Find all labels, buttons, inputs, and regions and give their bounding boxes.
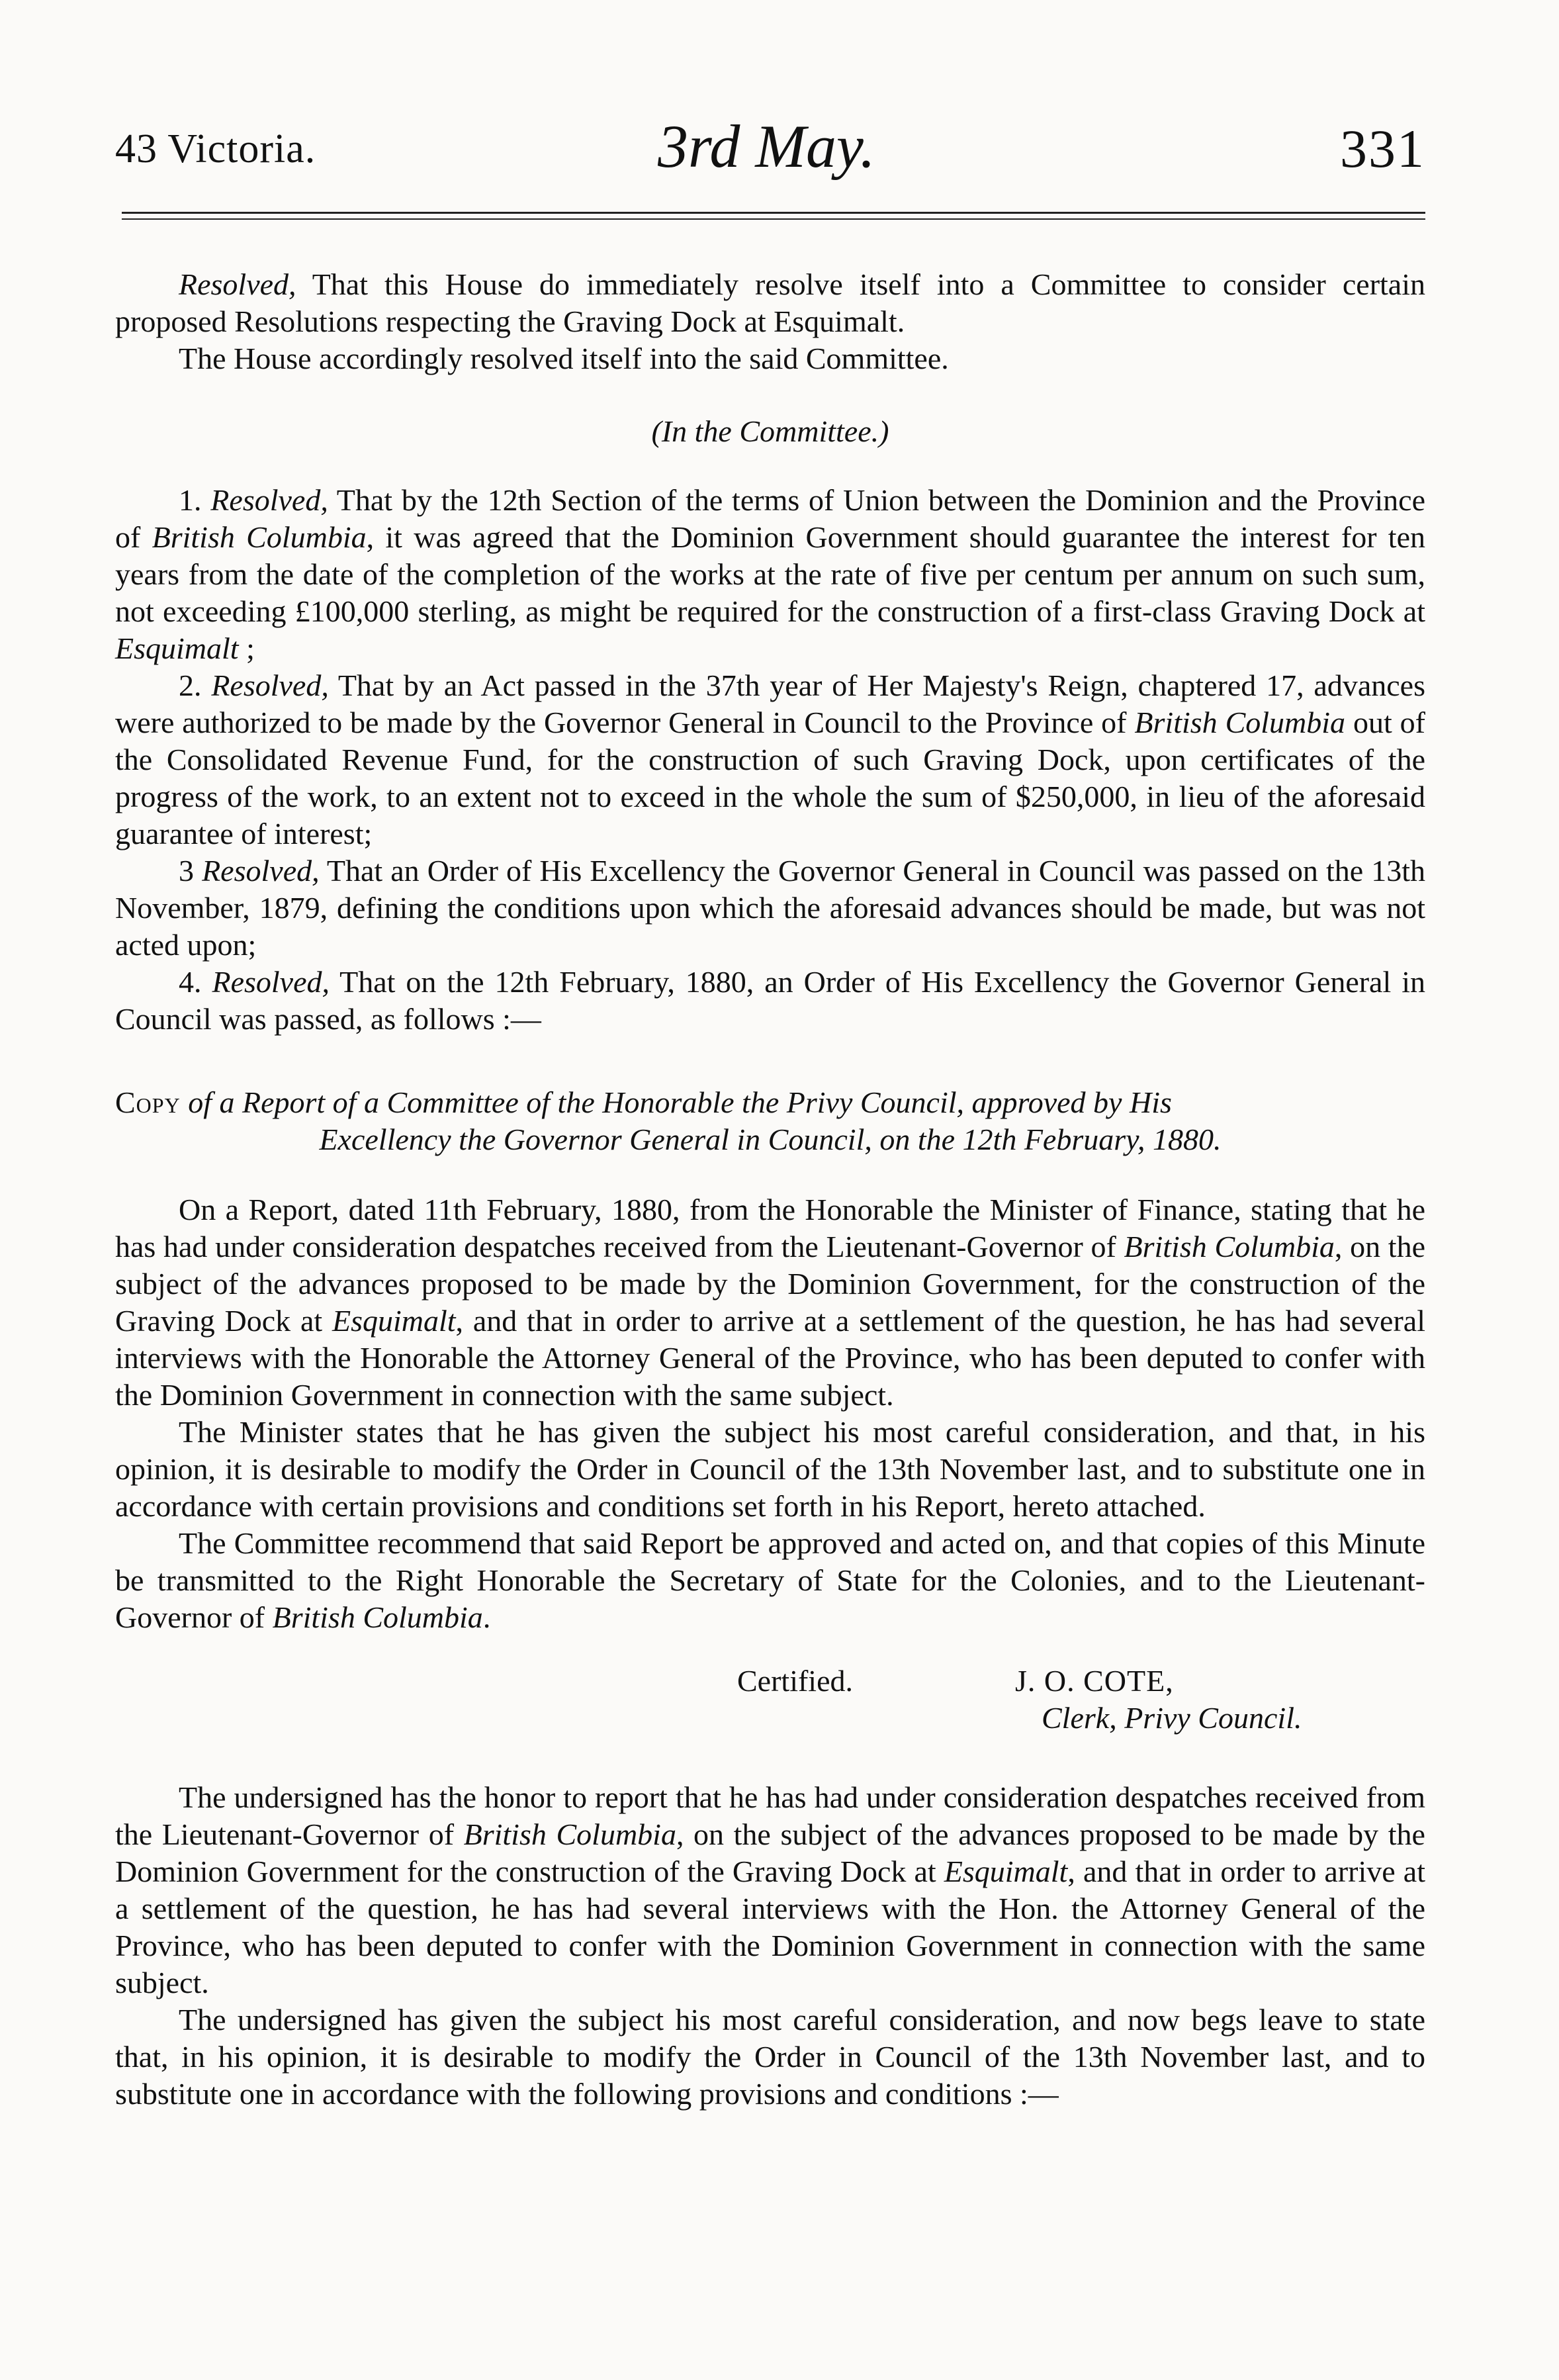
page-date: 3rd May. [658,113,875,180]
opening-resolution-text: That this House do immediately resolve itself into a Committee to consider certain proposed Resolutions respecting the Graving Dock at Esquimalt. [115,267,1425,338]
session-label: 43 Victoria. [115,126,316,171]
certified-label: Certified. [737,1664,853,1698]
report-text: . [482,1600,491,1634]
document-body [115,266,1425,2113]
resolution-text: , it was agreed that the Dominion Government should guarantee the interest for ten years from the date of the completion of the works at the rate of five per centum per annum on such sum, not exceeding £100,000 sterling, as might be required for the construction of a first-class Graving Dock at [115,520,1425,628]
italic-place: Esquimalt [944,1854,1068,1888]
document-page [115,99,1426,2111]
house-resolved-line: The House accordingly resolved itself into the said Committee. [179,342,949,375]
resolution-4 [115,964,1425,1038]
resolution-number: 1. [179,483,211,517]
resolution-text: That by the 12th Section of the terms of Union between the Dominion and the Province of [115,483,1426,554]
resolved-word: Resolved, [210,483,328,517]
header-rule [122,212,1425,214]
report-text: The Committee recommend that said Report be approved and acted on, and that copies of this Minute be transmitted to the Right Honorable the Secretary of State for the Colonies, and to the Lieutenant-Governor of [115,1526,1425,1634]
report-text: , on the subject of the advances proposed to be made by the Dominion Government, for the construction of the Graving Dock at [115,1230,1425,1338]
copy-word: Copy [115,1085,181,1119]
report-paragraph-2: The Minister states that he has given the subject his most careful consideration, and that, in his opinion, it is desirable to modify the Order in Council of the 13th November last, and to substitute one in accordance with certain provisions and conditions set forth in his Report, hereto attached. [115,1415,1425,1523]
resolution-text: That an Order of His Excellency the Governor General in Council was passed on the 13th November, 1879, defining the conditions upon which the aforesaid advances should be made, but was not acted upon; [115,854,1426,962]
report-text: On a Report, dated 11th February, 1880, from the Honorable the Minister of Finance, stating that he has had under consideration despatches received from the Lieutenant-Governor of [115,1193,1425,1263]
resolution-2 [115,667,1425,852]
report-paragraph-1 [115,1191,1425,1414]
resolution-number: 4. [179,965,212,999]
resolved-word: Resolved, [202,854,320,888]
report-paragraph-3 [115,1525,1425,1636]
header-rule-thin [122,218,1425,220]
undersigned-text: The undersigned has the honor to report that he has had under consideration despatches received from the Lieutenant-Governor of [115,1780,1425,1851]
italic-place: British Columbia [463,1817,676,1851]
resolution-text: ; [238,631,255,665]
resolution-number: 3 [179,854,202,888]
clerk-name: J. O. COTE, [1015,1664,1174,1698]
undersigned-paragraph-2: The undersigned has given the subject his most careful consideration, and now begs leave to state that, in his opinion, it is desirable to modify the Order in Council of the 13th November last, and to substitute one in accordance with the following provisions and conditions :— [115,2003,1425,2111]
italic-place: Esquimalt [332,1304,456,1338]
resolution-text: out of the Consolidated Revenue Fund, for the construction of such Graving Dock, upon certificates of the progress of the work, to an extent not to exceed in the whole the sum of $250,000, in lieu of the aforesaid guarantee of interest; [115,706,1425,850]
resolved-word: Resolved, [212,965,330,999]
resolved-word: Resolved, [211,668,329,702]
report-section [115,1191,1425,1636]
certification-block [115,1663,1425,1742]
report-text: , and that in order to arrive at a settlement of the question, he has had several interviews with the Honorable the Attorney General of the Province, who has been deputed to confer with the Dominion Government in connection with the same subject. [115,1304,1425,1412]
resolved-word: Resolved, [179,267,296,301]
undersigned-paragraph-1 [115,1779,1425,2001]
italic-place: British Columbia [272,1600,483,1634]
resolution-text: That on the 12th February, 1880, an Order of His Excellency the Governor General in Council was passed, as follows :— [115,965,1425,1036]
resolution-text: That by an Act passed in the 37th year of Her Majesty's Reign, chaptered 17, advances were authorized to be made by the Governor General in Council to the Province of [115,668,1425,739]
opening-resolution [115,266,1425,340]
copy-heading [115,1084,1425,1121]
italic-place: British Columbia [152,520,367,554]
undersigned-text: , and that in order to arrive at a settlement of the question, he has had several interviews with the Hon. the Attorney General of the Province, who has been deputed to confer with the Dominion Government in connection with the same subject. [115,1854,1425,1999]
resolution-number: 2. [179,668,212,702]
resolution-3 [115,852,1425,964]
undersigned-section [115,1779,1425,2113]
italic-place: British Columbia [1134,706,1346,739]
page-number: 331 [1340,118,1425,179]
copy-heading-line1: of a Report of a Committee of the Honorable the Privy Council, approved by His [180,1085,1172,1119]
resolution-1 [115,482,1425,667]
clerk-role: Clerk, Privy Council. [1042,1701,1302,1735]
committee-heading: (In the Committee.) [651,414,889,448]
page-header [115,99,1425,192]
copy-heading-line2: Excellency the Governor General in Council, on the 12th February, 1880. [319,1122,1222,1156]
undersigned-text: , on the subject of the advances proposed to be made by the Dominion Government for the construction of the Graving Dock at [115,1817,1425,1888]
italic-place: British Columbia [1124,1230,1335,1263]
italic-place: Esquimalt [115,631,239,665]
